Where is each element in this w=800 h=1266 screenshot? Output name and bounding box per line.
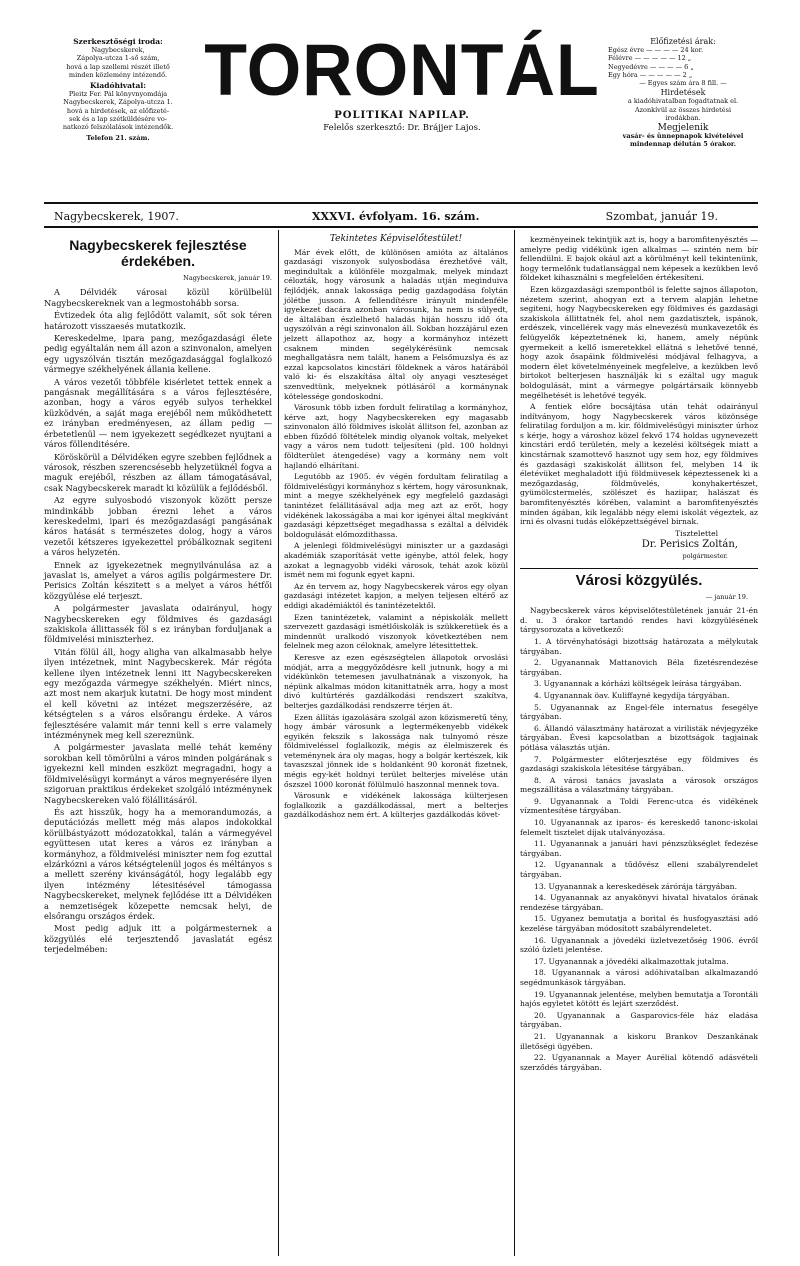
newspaper-subtitle: POLITIKAI NAPILAP. [334,110,470,121]
editorial-office-block [44,38,192,142]
agenda-item: 1. A törvényhatósági bizottság határozata a mélykutak tárgyában. [520,636,758,656]
signature: Dr. Perisics Zoltán, [641,539,738,551]
article-paragraph: A jelenlegi földmivelésügyi miniszter ur a gazdasági akadémiák szaporítását vette igénybe, attól felek, hogy azokat a legnagyobb vidéki városok, tehát azok közül ismét nem mi fogunk egyet kapni. [284,541,508,580]
agenda-item: 17. Ugyanannak a jövedéki alkalmazottak jutalma. [534,956,729,966]
subscription-line: Egész évre — — — — 24 kor. [608,46,704,55]
article-paragraph: Most pedig adjuk itt a polgármesternek a közgyülés elé terjesztendő javaslatát egész terjedelmében: [44,923,272,955]
editorial-office-line: minden közlemény intézendő. [68,70,168,79]
article-paragraph: Az egyre sulyosbodó viszonyok között persze mindinkább jobban érezni lehet a város kereskedelmi, ipari és mezőgazdasági pangásának káros hatását s természetes dolog, hogy a város vezetői kétszeres igyekezettel próbálkoznak segiteni a város helyzetén. [44,495,272,558]
header-rule-top [44,202,758,204]
article-dateline: — január 19. [705,592,748,601]
publisher-line: natkozó felszólalások intézendők. [62,123,174,132]
agenda-item: 6. Állandó választmány határozat a virilisták névjegyzéke tárgyában. Évesi kapcsolatban a bizottságok tagjainak pótlása választás utján. [520,723,758,752]
article-paragraph: Városunk több izben fordult feliratilag a kormányhoz, kérve azt, hogy Nagybecskereken egy magasabb szinvonalon álló földmives iskolát állitson fel, azonban az ebben fűződő föltételek mindig olyanok voltak, melyeket vagy a város nem tudott teljesíteni (pld. 100 holdnyi földterület átengedése) vagy a kormány nem volt hajlandó elhárítani. [284,403,508,470]
agenda-item: 12. Ugyanannak a tűdővész elleni szabályrendelet tárgyában. [520,860,758,880]
article-paragraph: Kereskedelme, ipara pang, mezőgazdasági élete pedig egyáltalán nem áll azon a szinvonalon, amelyen egy ugyszólván tisztán mezőgazdasággal foglalkozó vármegye székhelyének állania kellene. [44,333,272,375]
editorial-office-line: hová a lap szellemi részét illető [66,62,170,71]
article-paragraph: Legutóbb az 1905. év végén fordultam feliratilag a földmivelésügyi kormányhoz s kértem, hogy városunknak, mint a megye székhelyének egy megfelelő gazdasági tanintézet felállitásával adja meg azt az erőt, hogy vidékének lakosságába a mai kor igényei által megkívánt gazdasági képzettséget megadhassa s ezáltal a délvidék boldogulását előmozdithassa. [284,472,508,539]
agenda-item: 2. Ugyanannak Mattanovich Béla fizetésrendezése tárgyában. [520,658,758,677]
ads-line: a kiadóhivatalban fogadtatnak el. [627,97,739,106]
publisher-line: sek és a lap szétküldésére vo- [69,114,167,123]
publisher-line: Pleitz Fer. Pál könyvnyomdája [68,90,168,99]
article-paragraph: Ezen tanintézetek, valamint a népiskolák mellett szervezett gazdasági ismétlőiskolák is szükkeretüek és a mindennüt uralkodó viszonyok következtében nem felelnek meg azon céloknak, amelyre létesittettek. [284,612,508,651]
agenda-item: 3. Ugyanannak a kórházi költségek leírása tárgyában. [534,679,742,689]
publisher-line: hová a hirdetések, az előfizeté- [66,106,170,115]
ads-line: Azonkívül az összes hirdetési [634,105,732,114]
article-paragraph: A polgármester javaslata odairányul, hogy Nagybecskereken egy földmives és gazdasági szakiskola állittassék föl s ez irányban forduljanak a földmivelési miniszterhez. [44,603,272,645]
agenda-item: 15. Ugyanez bemutatja a borital és husfogyasztási adó kezelése tárgyában módosított szabályrendeletet. [520,914,758,933]
column-divider [514,230,515,1256]
article-paragraph: Az én tervem az, hogy Nagybecskerek város egy olyan gazdasági intézetet kapjon, a melyen teljesen eltérő az eddigi akadémiáktól és tanintézetektől. [284,581,508,610]
agenda-item: 4. Ugyanannak öav. Kuliffayné kegydíja tárgyában. [534,690,730,700]
article-paragraph: Keresve az ezen egészségtelen állapotok orvoslási módját, arra a meggyőződésre kell jutnunk, hogy a mi vidékünkön tetemesen javulhatnának a viszonyok, ha népünk alkalmas módon kitanittatnék arra, hogy a most divó kultúrtérés gazdálkodási rendszert szakítva, belterjes gazdálkodási rendszerre térjen át. [284,652,508,710]
volume-number: XXXVI. évfolyam. 16. szám. [312,210,480,223]
masthead [196,29,608,133]
agenda-item: 21. Ugyanannak a kiskoru Brankov Deszankának illetőségi ügyében. [520,1031,758,1051]
newspaper-page [44,30,758,1256]
publication-note-line: vasár- és ünnepnapok kivételével [622,132,744,141]
column-3 [520,235,758,1074]
article-paragraph: Köröskörül a Délvidéken egyre szebben fejlődnek a városok, részben szerencsésebb helyzetüknél fogva a maguk erejéből, részben az állam támogatásával, csak Nagybecskerek maradt ki közülük a fejlődésből. [44,451,272,493]
closing-line: Tisztelettel [675,528,718,538]
article-paragraph: A fentiek előre bocsájtása után tehát odairányul indítványom, hogy Nagybecskerek város közönsége feliratilag forduljon a m. kir. földmivelésügyi miniszter úrhoz s kérje, hogy a városhoz közel fekvő 174 holdas ugynevezett kincstári erdő területén, mely a kezelési költségek miatt a kincstárnak szamottevő hasznot ugy sem hoz, egy földmives és gazdasági szakiskolát állitson fel, melyben 14 ik életévüket meghaladott ifjú földmüvesek képeztessenek ki a mezőgazdaság, földmüvelés, konyhakertészet, gyümölcstermelés, szölészet és haziipar, halászat és baromfitenyésztés körében, valamint a baromfitenyésztés minden ágában, kik legalább négy elemi iskolát végeztek, az irni és olvasni tudás előképzettségével birnak. [520,402,758,527]
agenda-item: 7. Polgármester előterjesztése egy földmives és gazdasági szakiskola létesitése tárgyában. [520,754,758,774]
publisher-line: Nagybecskerek, Zápolya-utcza 1. [63,98,173,107]
publication-note-line: mindennap délután 5 órakor. [630,140,736,149]
article-paragraph: Ennek az igyekezetnek megnyilvánulása az a javaslat is, amelyet a város agilis polgármestere Dr. Perisics Zoltán készitett s a melyet a város hétfői közgyülése elé terjeszt. [44,559,272,601]
signature-title: polgármester. [682,552,728,560]
agenda-intro: Nagybecskerek város képviselőtestületének január 21-én d. u. 3 órakor tartandó rendes havi közgyülésének tárgysorozata a következő: [520,606,758,635]
agenda-item: 9. Ugyanannak a Toldi Ferenc-utca és vidékének vízmentesítése tárgyában. [520,796,758,816]
agenda-list [520,637,758,1072]
article-paragraph: A Délvidék városai közül körülbelül Nagybecskereknek van a legmostohább sorsa. [44,287,272,308]
article-paragraph: Vitán fölül áll, hogy aligha van alkalmasabb helye ilyen intézetnek, mint Nagybecskerek. Már régóta kellene ilyen intézetnek lenni itt Nagybecskereken egy mezőgazda vármegye székhelyén. Miért nincs, azt most nem akarjuk kutatni. De hogy most mindent el kell követni az intézet megszerzésére, az kétségtelen s a város elsőrangu érdeke. A város fejlesztésére valamit már tenni kell s erre valamely intézménynek meg kell szereznünk. [44,646,272,741]
agenda-item: 22. Ugyanannak a Mayer Aurélial kötendő adásvételi szerződés tárgyában. [520,1053,758,1072]
article-paragraph: Évtizedek óta alig fejlődött valamit, sőt sok téren határozott visszaesés mutatkozik. [44,310,272,331]
ads-line: irodákban. [665,113,701,122]
editorial-office-line: Nagybecskerek, [91,46,145,55]
column-2 [284,235,508,822]
agenda-item: 13. Ugyanannak a kereskedések zárórája tárgyában. [534,881,737,891]
agenda-item: 20. Ugyanannak a Gasparovics-féle ház eladása tárgyában. [520,1010,758,1030]
article-paragraph: A polgármester javaslata mellé tehát kemény sorokban kell tömörülni a város minden polgárának s igyekezni kell minden eszközt megragadni, hogy a földmivelésügyi kormányt a város megnyerésére ilyen szigoruan praktikus érdekeket szolgáló intézménynek Nagybecskereken való fölállitásáról. [44,742,272,805]
agenda-item: 18. Ugyanannak a városi adóhivatalban alkalmazandó segédmunkások tárgyában. [520,968,758,987]
weekday-date: Szombat, január 19. [605,210,718,223]
article-headline: Nagybecskerek fejlesztése érdekében. [69,237,247,269]
subscription-title: Előfizetési árak: [650,37,716,46]
publication-note-title: Megjelenik [657,123,709,134]
column-1 [44,235,272,957]
subscription-block [608,38,758,149]
place-date: Nagybecskerek, 1907. [54,210,179,223]
subscription-line: — Egyes szám ára 8 fill. — [639,79,727,88]
ads-title: Hirdetések [660,88,706,98]
subscription-line: Félévre — — — — — 12 „ [608,54,692,63]
article-headline: Városi közgyülés. [575,571,703,589]
newspaper-title: TORONTÁL [204,29,600,111]
agenda-item: 16. Ugyanannak a jövedéki üzletvezetőség 1906. évről szóló üzleti jelentése. [520,935,758,955]
agenda-item: 19. Ugyanannak jelentése, melyben bemutatja a Torontáli hajós egyletet kötött és lejárt szerződést. [520,989,758,1009]
article-paragraph: És azt hisszük, hogy ha a memorandumozás, a deputációzás mellett még más alapos indokokkal körülbástyázott módozatokkal, talán a vármegyével együttesen utat keres a város ez irányban a kormányhoz, a földmivelési miniszter nem fog ezuttal elzárkózni a város kétségtelenül jogos és méltányos s a mellett szerény kivánságától, hogy legalább egy ilyen intézmény létesitésével támogassa Nagybecskereket, melynek fejlődése itt a Délvidéken a nemzetiségek közepette nemcsak helyi, de elsőrangu országos érdek. [44,806,272,921]
article-paragraph: Már évek előtt, de különösen amióta az általános gazdasági viszonyok sulyosbodása érezhetővé vált, megindultak a különféle mozgalmak, melyek mindazt célozták, hogy városunk a haladás utján meginduiva fejlődjék, annak lakossága pedig gazdagodása folytán jólétbe jusson. A fellendítésre irányult mindenféle igyekezet dacára azonban városunk, ha nem is sülyedt, de általában észlelhető haladás hiján hosszu idő óta ugyszólván a régi szinvonalon áll. Sokban hozzájárul ezen jelzett állapothoz az, hogy a kormányhoz intézett csaknem minden segélykérésünk nemcsak meghallgatásra nem talált, hanem a Felsőmuzslya és az ezzal kapcsolatos kincstári földeknek a város határából való ki- és elszakítása által oly anyagi veszteséget szenvedtünk, melyeknek pótlásáról a kormánynak kötelessége gondoskodni. [284,247,508,401]
dateline-bar [44,208,758,226]
article-paragraph: A város vezetői többféle kisérletet tettek ennek a pangásnak megállítására s a város fejlesztésére, azonban, hogy a város egyéb sulyos terhekkel küzködvén, a saját maga erejéből nem működhetett ez irányban eredményesen, az állam pedig — érbetetlenül — nem igyekezett segédkezet nyujtani a város föllenditésére. [44,376,272,450]
article-paragraph: Ezen közgazdasági szempontból is felette sajnos állapoton, nézetem szerint, ahogyan ezt a tervem alapján lehetne segiteni, hogy Nagybecskereken egy földmives és gazdasági szakiskola állittatnék fel, ahol nem gazdatisztek, ispánok, erdészek, vincellérek vagy más elnevezésü munkavezetők és felügyelők képeztetnének ki, hanem, amely népünk gyermekeit a kellő ismeretekkel ellátná s lehetővé tenné, hogy azok ősapáink földmivelési módjával felhagyva, a modern élet követelményeinek megfelelve, a kezükben levő birtokot belterjesen használják ki s ezáltal ugy maguk boldogulását, mint a vármegye polgártársaik könnyebb megélhetését is lehetővé tegyék. [520,284,758,400]
agenda-item: 10. Ugyanannak az iparos- és kereskedő tanonc-iskolai felemelt tisztelet díjak utalványozása. [520,818,758,837]
article-paragraph: Városunk e vidékének lakossága külterjesen foglalkozik a gazdálkodással, mert a belterjes gazdálkodáshoz nem ért. A külterjes gazdálkodás követ- [284,791,508,820]
phone-number: Telefon 21. szám. [86,134,150,143]
article-paragraph: kezményeinek tekintjük azt is, hogy a baromfitenyésztés — amelyre pedig vidékünk igen alkalmas — szintén nem bír fellendülni. E bajok okául azt a körülményt kell tekintenünk, hogy termelőnk tudatlansággal nem képesek a kezükben levő földeket kihasználni s megfelelően értékesíteni. [520,235,758,283]
column-divider [278,230,279,1256]
agenda-item: 8. A városi tanács javaslata a városok országos megszállítása a választmány tárgyában. [520,775,758,795]
agenda-item: 11. Ugyanannak a januári havi pénzszükséglet fedezése tárgyában. [520,839,758,858]
article-paragraph: Ezen állítás igazolására szolgál azon közismeretű tény, hogy ámbár városunk a legtermékenyebb vidékek egyikén fekszik s lakossága nak tulnyomó része földmiveléssel foglalkozik, mégis az élelmiszerek és veteménynek ára oly magas, hogy a bolgár kertészek, kik tavaszszal jönnek ide s holdanként 90 koronát fizetnek, mégis egy-két holdnyi terület belterjes mivelése után őszszel 1000 koronát fölülmuló haszonnal mennek tova. [284,712,508,789]
editorial-office-title: Szerkesztőségi iroda: [73,37,163,46]
editorial-office-line: Zápolya-utcza 1-ső szám, [76,54,160,63]
editor-line: Felelős szerkesztő: Dr. Brájjer Lajos. [323,123,481,133]
agenda-item: 14. Ugyanannak az anyakönyvi hivatal hivatalos órának rendezése tárgyában. [520,893,758,912]
publisher-title: Kiadóhivatal: [90,81,146,91]
agenda-item: 5. Ugyanannak az Engel-féle internatus fesegélye tárgyában. [520,702,758,722]
header-rule-bottom [44,226,758,228]
subscription-line: Egy hóra — — — — — 2 „ [608,70,693,79]
article-separator [520,568,758,569]
article-dateline: Nagybecskerek, január 19. [183,274,272,282]
salutation: Tekintetes Képviselőtestület! [329,234,463,244]
subscription-line: Negyedévre — — — — 6 „ [608,62,694,71]
